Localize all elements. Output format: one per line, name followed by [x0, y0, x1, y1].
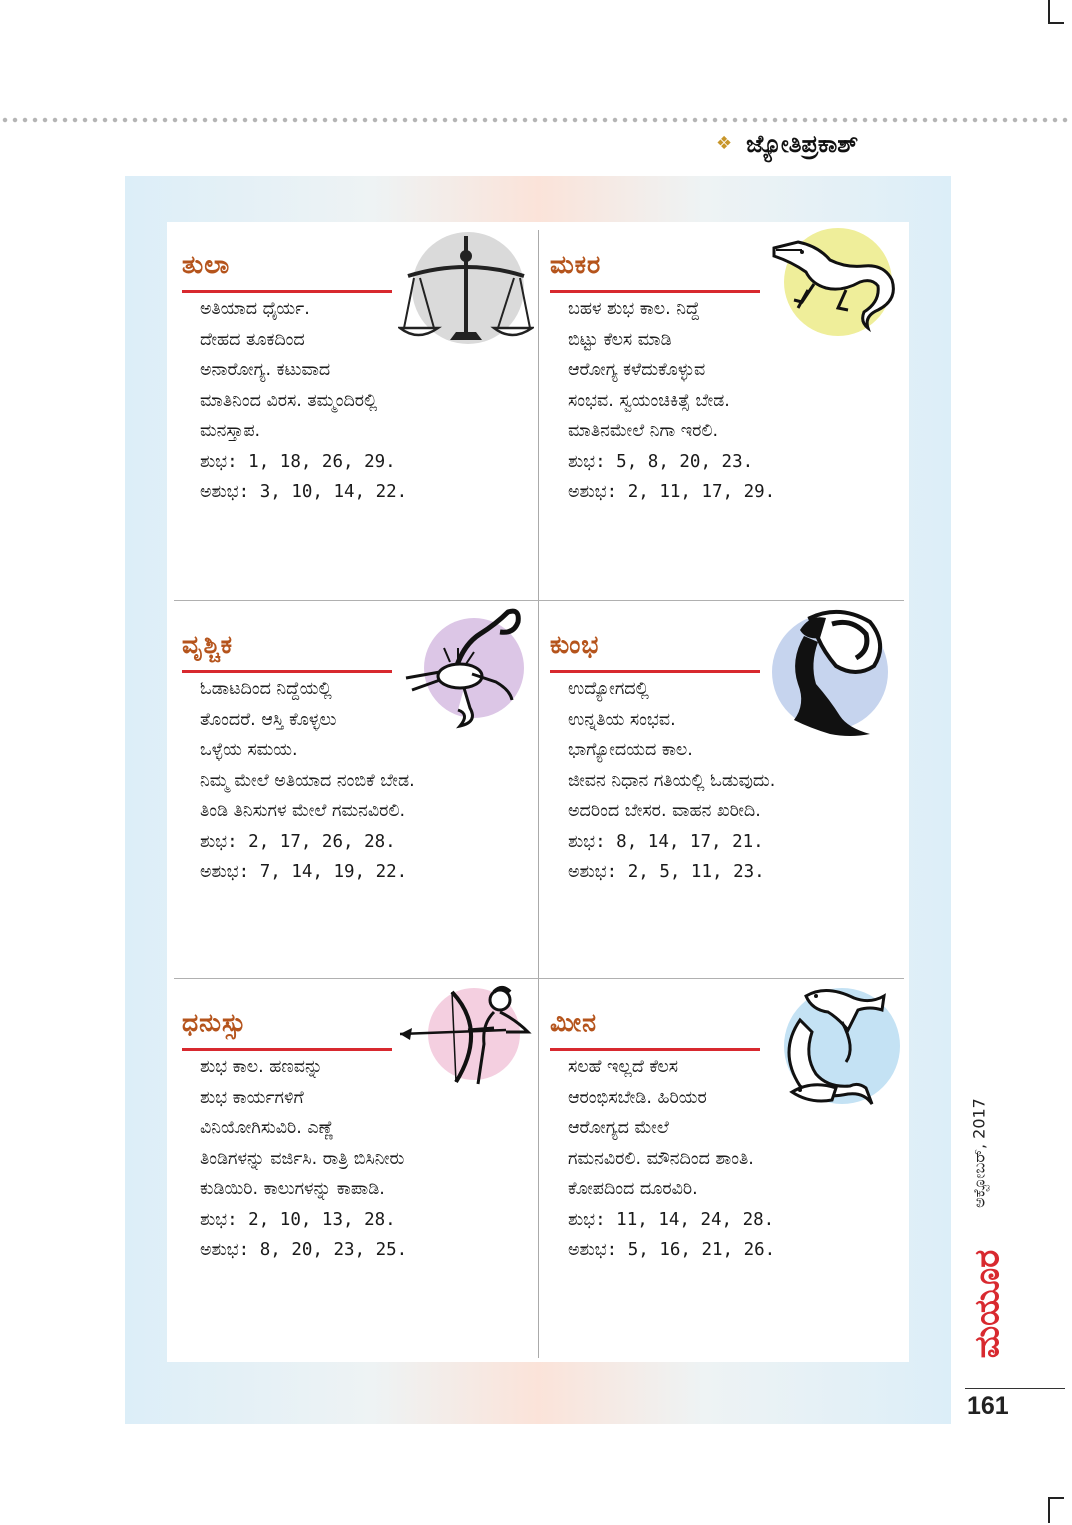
text-line: ಕುಡಿಯಿರಿ. ಕಾಲುಗಳನ್ನು ಕಾಪಾಡಿ.	[200, 1179, 385, 1199]
text-line: ಬಿಟ್ಟು ಕೆಲಸ ಮಾಡಿ	[568, 329, 672, 350]
text-line: ಜೀವನ ನಿಧಾನ ಗತಿಯಲ್ಲಿ ಓಡುವುದು.	[568, 770, 776, 791]
section-title	[716, 130, 858, 158]
issue-month	[962, 1078, 998, 1228]
text-line: ಸಲಹೆ ಇಲ್ಲದೆ ಕೆಲಸ	[568, 1057, 679, 1077]
sign-name: ಕುಂಭ	[550, 630, 600, 659]
magazine-masthead	[968, 1248, 1010, 1360]
text-line: ಆರೋಗ್ಯದ ಮೇಲೆ	[568, 1118, 669, 1138]
text-line: ನಿಮ್ಮ ಮೇಲೆ ಅತಿಯಾದ ನಂಬಿಕೆ ಬೇಡ.	[200, 770, 415, 791]
text-line: ತಿಂಡಿ ತಿನಿಸುಗಳ ಮೇಲೆ ಗಮನವಿರಲಿ.	[200, 801, 406, 821]
text-line: ಭಾಗ್ಯೋದಯದ ಕಾಲ.	[568, 740, 693, 760]
heading-rule	[550, 290, 760, 293]
text-line: ಸಂಭವ. ಸ್ವಯಂಚಿಕಿತ್ಸೆ ಬೇಡ.	[568, 390, 730, 411]
text-line: ಓಡಾಟದಿಂದ ನಿದ್ದೆಯಲ್ಲಿ	[200, 679, 332, 699]
ashubha-dates: ಅಶುಭ: 2, 11, 17, 29.	[568, 482, 776, 502]
text-line: ಆರೋಗ್ಯ ಕಳೆದುಕೊಳ್ಳುವ	[568, 360, 706, 380]
water-pot-icon	[770, 604, 894, 744]
heading-rule	[550, 1048, 760, 1051]
sign-name: ಧನುಸ್ಸು	[182, 1008, 247, 1037]
shubha-dates: ಶುಭ: 2, 10, 13, 28.	[200, 1209, 396, 1230]
text-line: ತೊಂದರೆ. ಆಸ್ತಿ ಕೊಳ್ಳಲು	[200, 709, 337, 730]
sign-name: ವೃಶ್ಚಿಕ	[182, 630, 234, 659]
crocodile-icon	[768, 228, 904, 344]
ashubha-dates: ಅಶುಭ: 7, 14, 19, 22.	[200, 862, 408, 882]
page-number: 161	[967, 1392, 1009, 1420]
ashubha-dates: ಅಶುಭ: 2, 5, 11, 23.	[568, 862, 765, 882]
text-line: ಒಳ್ಳೆಯ ಸಮಯ.	[200, 740, 298, 760]
shubha-dates: ಶುಭ: 2, 17, 26, 28.	[200, 831, 396, 852]
text-line: ಉನ್ನತಿಯ ಸಂಭವ.	[568, 709, 676, 730]
text-line: ಆರಂಭಿಸಬೇಡಿ. ಹಿರಿಯರ	[568, 1087, 707, 1108]
text-line: ಅನಾರೋಗ್ಯ. ಕಟುವಾದ	[200, 360, 331, 380]
text-line: ದೇಹದ ತೂಕದಿಂದ	[200, 329, 305, 350]
text-line: ಗಮನವಿರಲಿ. ಮೌನದಿಂದ ಶಾಂತಿ.	[568, 1148, 754, 1169]
text-line: ಉದ್ಯೋಗದಲ್ಲಿ	[568, 679, 649, 699]
shubha-dates: ಶುಭ: 11, 14, 24, 28.	[568, 1209, 775, 1230]
text-line: ಮನಸ್ತಾಪ.	[200, 421, 261, 441]
text-line: ಮಾತಿನಮೇಲೆ ನಿಗಾ ಇರಲಿ.	[568, 421, 719, 441]
heading-rule	[182, 670, 392, 673]
row-divider	[174, 600, 904, 601]
crop-mark-bottom	[1048, 1497, 1064, 1523]
diamond-bullet-icon: ❖	[716, 133, 733, 154]
text-line: ಅದರಿಂದ ಬೇಸರ. ವಾಹನ ಖರೀದಿ.	[568, 801, 761, 821]
crop-mark-top	[1048, 0, 1064, 24]
ashubha-dates: ಅಶುಭ: 5, 16, 21, 26.	[568, 1240, 776, 1260]
text-line: ಶುಭ ಕಾರ್ಯಗಳಿಗೆ	[200, 1087, 304, 1108]
heading-rule	[182, 1048, 392, 1051]
masthead-text: ಮಯೂರ	[968, 1249, 1008, 1359]
text-line: ಮಾತಿನಿಂದ ವಿರಸ. ತಮ್ಮಂದಿರಲ್ಲಿ	[200, 390, 378, 411]
ashubha-dates: ಅಶುಭ: 8, 20, 23, 25.	[200, 1240, 408, 1260]
fishes-icon	[766, 982, 902, 1116]
scorpion-icon	[400, 604, 532, 736]
dotted-header-rule	[0, 117, 1072, 123]
shubha-dates: ಶುಭ: 8, 14, 17, 21.	[568, 831, 764, 852]
row-divider	[174, 978, 904, 979]
sign-name: ತುಲಾ	[182, 250, 231, 279]
text-line: ಕೋಪದಿಂದ ದೂರವಿರಿ.	[568, 1179, 698, 1199]
page-number-rule	[965, 1388, 1065, 1389]
heading-rule	[550, 670, 760, 673]
text-line: ಅತಿಯಾದ ಧೈರ್ಯ.	[200, 299, 310, 319]
text-line: ವಿನಿಯೋಗಿಸುವಿರಿ. ಎಣ್ಣೆ	[200, 1118, 334, 1138]
text-line: ಬಹಳ ಶುಭ ಕಾಲ. ನಿದ್ದೆ	[568, 299, 700, 319]
shubha-dates: ಶುಭ: 5, 8, 20, 23.	[568, 451, 754, 472]
shubha-dates: ಶುಭ: 1, 18, 26, 29.	[200, 451, 396, 472]
sign-name: ಮೀನ	[550, 1008, 598, 1037]
text-line: ಶುಭ ಕಾಲ. ಹಣವನ್ನು	[200, 1057, 323, 1077]
section-title-text: ಜ್ಯೋತಿಪ್ರಕಾಶ್	[746, 130, 859, 158]
scales-icon	[398, 228, 534, 350]
issue-month-text: ಅಕ್ಟೋಬರ್, 2017	[969, 1098, 989, 1208]
archer-icon	[398, 984, 534, 1088]
text-line: ತಿಂಡಿಗಳನ್ನು ವರ್ಜಿಸಿ. ರಾತ್ರಿ ಬಿಸಿನೀರು	[200, 1148, 405, 1169]
sign-name: ಮಕರ	[550, 250, 602, 279]
heading-rule	[182, 290, 392, 293]
ashubha-dates: ಅಶುಭ: 3, 10, 14, 22.	[200, 482, 408, 502]
